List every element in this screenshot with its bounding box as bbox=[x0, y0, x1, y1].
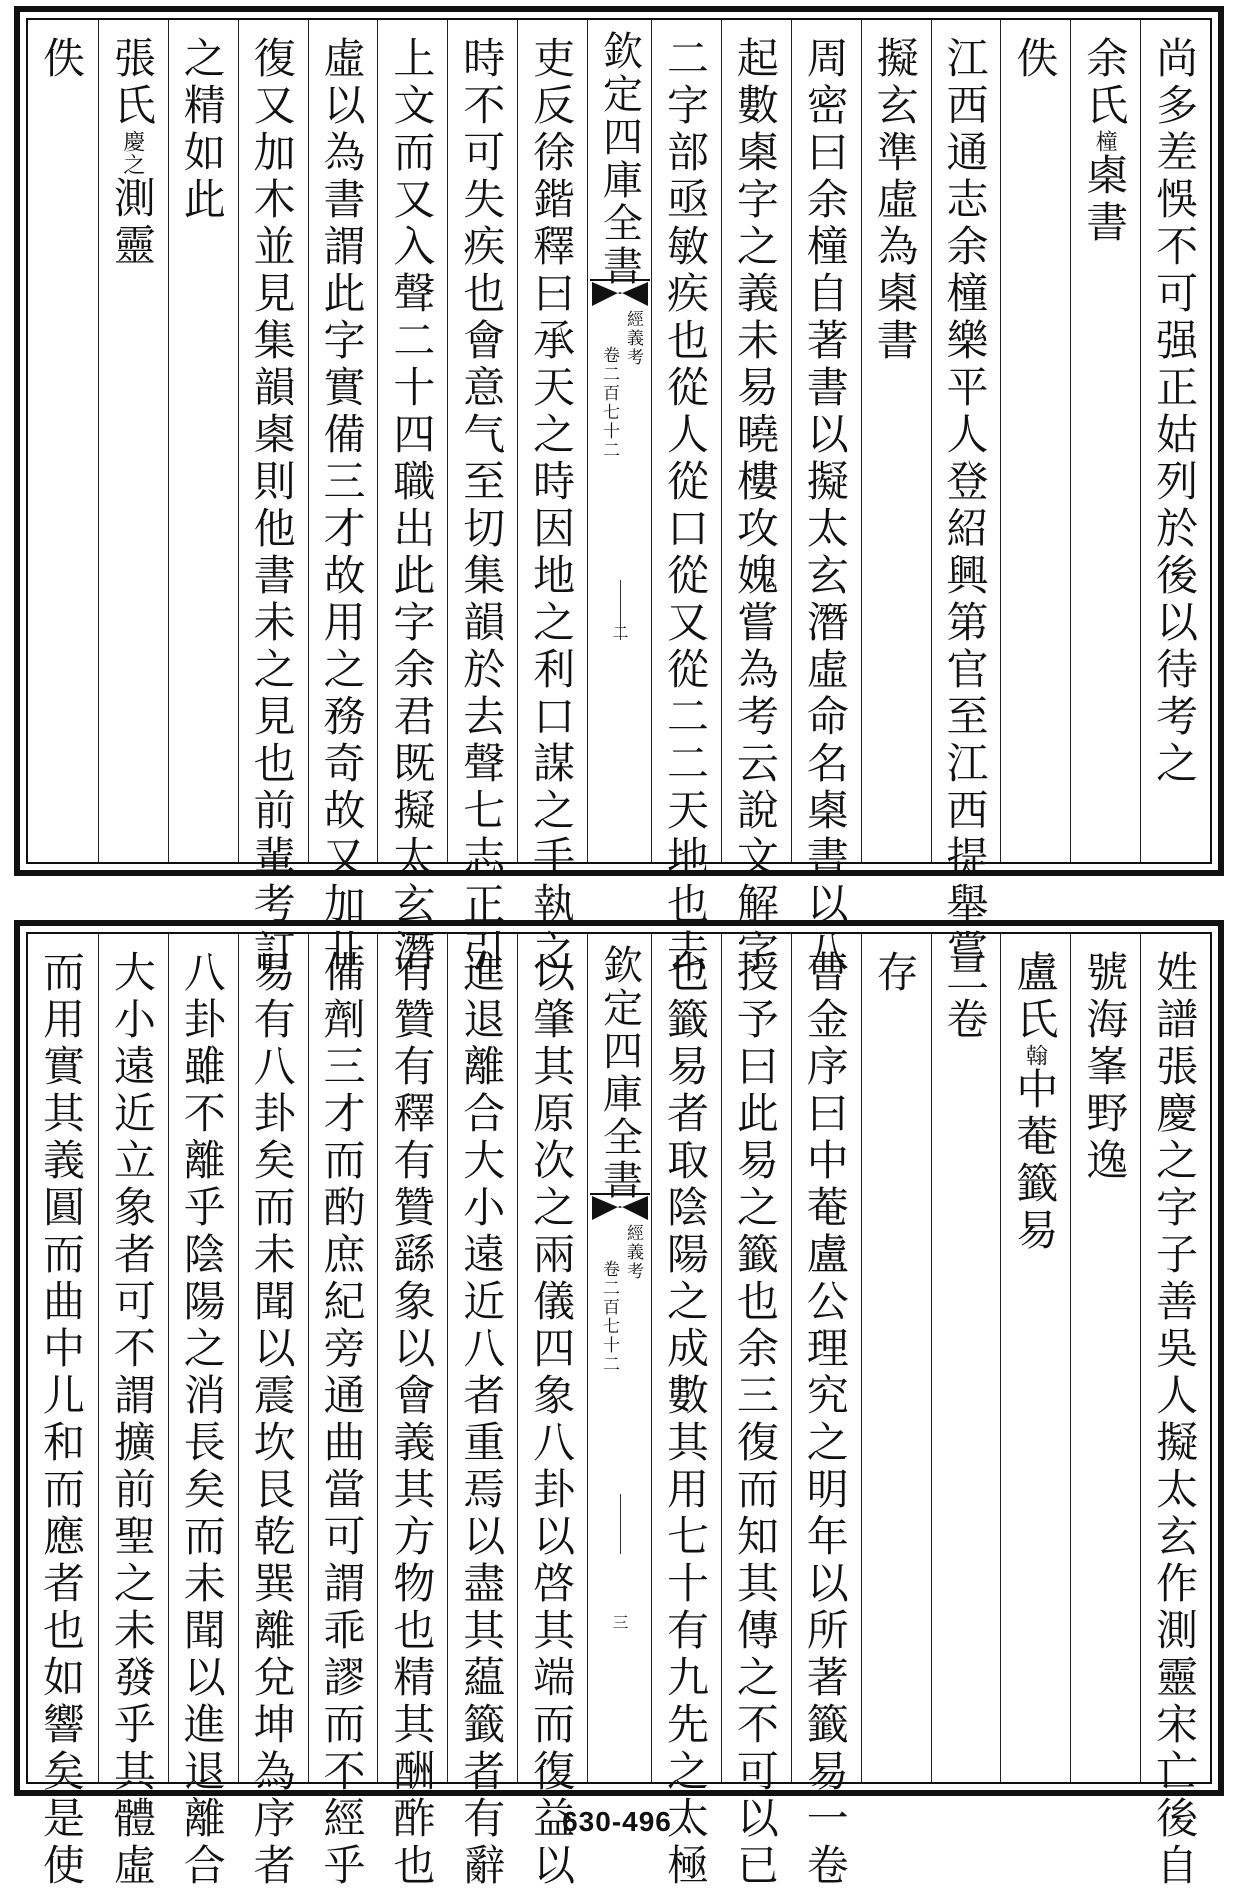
text-column bbox=[517, 934, 587, 1890]
column-text: 存 bbox=[870, 950, 920, 997]
column-text: 佚 bbox=[36, 36, 86, 83]
column-text: 吏反徐鍇釋曰承天之時因地之利口謀之手執之 bbox=[527, 36, 577, 976]
column-text: 虛以為書謂此字實備三才故用之務奇故又加卝 bbox=[317, 36, 367, 976]
fishtail-mark-icon bbox=[590, 278, 650, 308]
column-text: 有贊有釋有贊繇象以會義其方物也精其酬酢也 bbox=[387, 950, 437, 1890]
text-column bbox=[308, 20, 378, 976]
column-text: 進退離合大小遠近八者重焉以盡其藴籤者有辭 bbox=[457, 950, 507, 1890]
volume-label: 卷二百七十二 bbox=[599, 346, 619, 460]
text-column bbox=[1000, 20, 1070, 862]
section-title: 經義考 bbox=[623, 1224, 643, 1281]
book-title: 欽定四庫全書 bbox=[596, 944, 643, 1202]
text-column bbox=[721, 20, 791, 976]
text-column bbox=[168, 934, 238, 1890]
column-text: 時不可失疾也會意气至切集韻於去聲七志正引 bbox=[457, 36, 507, 976]
column-text: 以肇其原次之兩儀四象八卦以啓其端而復益以 bbox=[527, 950, 577, 1890]
text-column bbox=[377, 20, 447, 976]
upper-frame bbox=[26, 18, 1212, 976]
column-text: 而用實其義圓而曲中儿和而應者也如響矣是使 bbox=[36, 950, 86, 1890]
text-column bbox=[517, 20, 587, 976]
column-text: 佚 bbox=[1010, 36, 1060, 83]
column-text: 周密曰余橦自著書以擬太玄潛虛命名㮚書以八 bbox=[800, 36, 850, 976]
text-column bbox=[861, 20, 931, 862]
text-column bbox=[238, 20, 308, 976]
text-column bbox=[377, 934, 447, 1890]
book-title: 欽定四庫全書 bbox=[596, 30, 643, 288]
text-column bbox=[1140, 934, 1210, 1890]
column-text: 大小遠近立象者可不謂擴前聖之未發乎其體虛 bbox=[107, 950, 157, 1890]
column-text: 江西通志余橦樂平人登紹興第官至江西提舉嘗 bbox=[940, 36, 990, 976]
column-text: 擬玄準虛為㮚書 bbox=[870, 36, 920, 365]
upper-half-page bbox=[14, 6, 1224, 976]
column-text: 曹金序曰中菴盧公理究之明年以所著籤易一卷 bbox=[800, 950, 850, 1890]
column-text: 之精如此 bbox=[177, 36, 227, 224]
column-text: 號海峯野逸 bbox=[1080, 950, 1130, 1185]
volume-label: 卷二百七十二 bbox=[599, 1260, 619, 1374]
text-column bbox=[791, 20, 861, 976]
text-column bbox=[28, 934, 98, 1890]
leaf-number: 三 bbox=[610, 1614, 629, 1630]
text-column bbox=[98, 20, 168, 862]
text-column bbox=[1070, 20, 1140, 862]
text-column bbox=[447, 20, 517, 976]
text-column bbox=[1140, 20, 1210, 862]
column-text: 二字部亟敏疾也從人從口從又從二二天地也去 bbox=[660, 36, 710, 976]
column-text: 復又加木並見集韻㮚則他書未之見也前輩考訂 bbox=[247, 36, 297, 976]
text-column bbox=[931, 934, 1001, 1782]
center-fold-column bbox=[587, 934, 651, 1782]
text-column bbox=[238, 934, 308, 1890]
section-title: 經義考 bbox=[623, 310, 643, 367]
column-text: 張氏慶之測靈 bbox=[107, 36, 157, 270]
text-column bbox=[168, 20, 238, 862]
text-column bbox=[651, 20, 721, 976]
leaf-number: 二 bbox=[610, 624, 629, 640]
text-column bbox=[651, 934, 721, 1890]
center-fold-column bbox=[587, 20, 651, 862]
column-text: 備劑三才而酌庶紀旁通曲當可謂乖謬而不經乎 bbox=[317, 950, 367, 1890]
text-column bbox=[721, 934, 791, 1890]
text-column bbox=[1000, 934, 1070, 1782]
center-rule bbox=[620, 1494, 621, 1554]
column-text: 上文而又入聲二十四職出此字余君既擬太玄潛 bbox=[387, 36, 437, 976]
text-column bbox=[861, 934, 931, 1782]
column-text: 尚多差悞不可强正姑列於後以待考之 bbox=[1150, 36, 1200, 788]
column-text: 姓譜張慶之字子善吳人擬太玄作測靈宋亡後自 bbox=[1150, 950, 1200, 1890]
column-text: 起數㮚字之義未易曉樓攻媿嘗為考云說文解字 bbox=[730, 36, 780, 976]
column-text: 余氏橦㮚書 bbox=[1080, 36, 1130, 247]
column-text: 盧氏翰中菴籤易 bbox=[1010, 950, 1060, 1255]
column-text: 也籤易者取陰陽之成數其用七十有九先之太極 bbox=[660, 950, 710, 1890]
text-column bbox=[1070, 934, 1140, 1782]
column-text: 易有八卦矣而未聞以震坎艮乾巽離兌坤為序者 bbox=[247, 950, 297, 1890]
text-column bbox=[28, 20, 98, 862]
column-text: 三卷 bbox=[940, 950, 990, 1044]
text-column bbox=[98, 934, 168, 1890]
text-column bbox=[931, 20, 1001, 976]
text-column bbox=[308, 934, 378, 1890]
column-text: 授予曰此易之籤也余三復而知其傳之不可以已 bbox=[730, 950, 780, 1890]
text-column bbox=[791, 934, 861, 1890]
column-text: 八卦雖不離乎陰陽之消長矣而未聞以進退離合 bbox=[177, 950, 227, 1890]
fishtail-mark-icon bbox=[590, 1192, 650, 1222]
text-column bbox=[447, 934, 517, 1890]
page-number: 630-496 bbox=[562, 1806, 672, 1837]
